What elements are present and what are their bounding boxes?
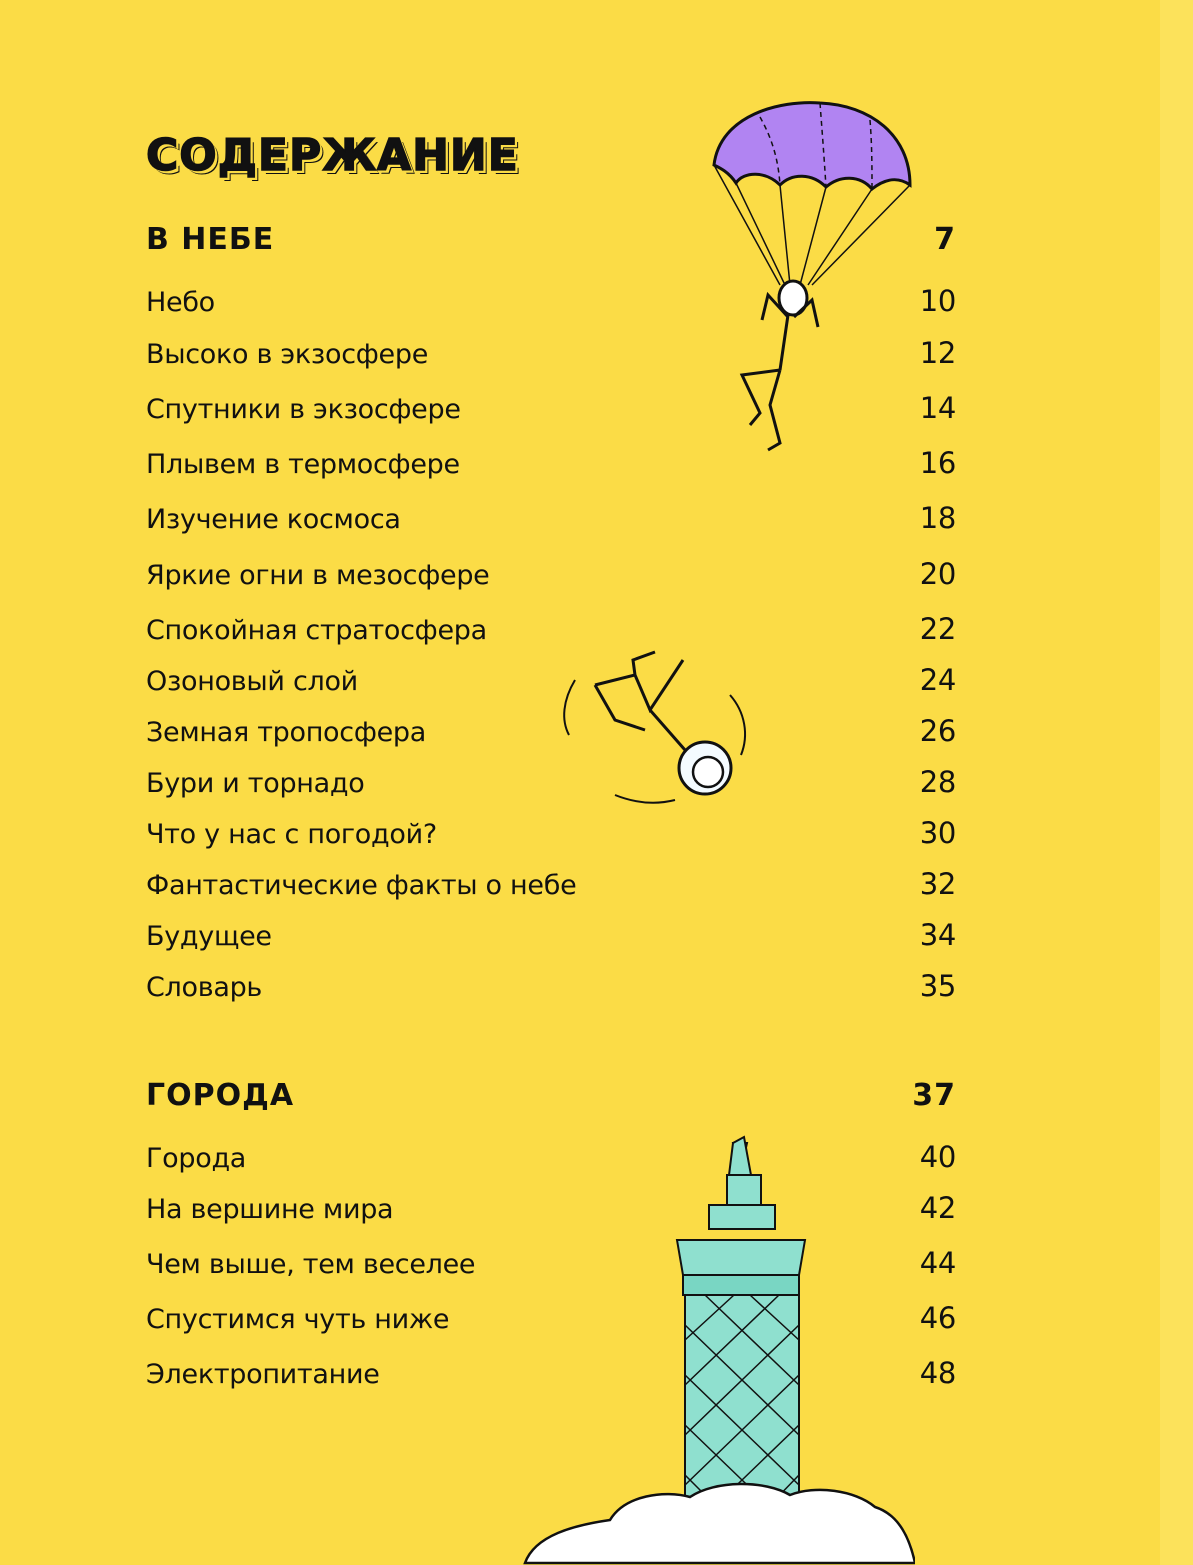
toc-entry[interactable] [146, 969, 956, 1003]
toc-entry[interactable] [146, 663, 956, 697]
section-page: 37 [912, 1078, 956, 1113]
toc-entry-label: Словарь [146, 972, 263, 1003]
toc-entry-label: Будущее [146, 921, 272, 952]
toc-entry-page: 28 [919, 765, 956, 799]
toc-entry[interactable] [146, 501, 956, 535]
toc-entry-page: 34 [919, 918, 956, 952]
toc-entry-page: 48 [919, 1356, 956, 1390]
toc-entry-label: Изучение космоса [146, 504, 401, 535]
toc-entry-page: 42 [919, 1191, 956, 1225]
toc-entry[interactable] [146, 816, 956, 850]
section-page: 7 [934, 222, 956, 257]
toc-entry-label: Озоновый слой [146, 666, 358, 697]
section-heading-cities[interactable] [146, 1078, 956, 1113]
toc-entry-label: Бури и торнадо [146, 768, 365, 799]
toc-entry-label: Яркие огни в мезосфере [146, 560, 490, 591]
toc-entry-label: На вершине мира [146, 1194, 394, 1225]
toc-entry-label: Высоко в экзосфере [146, 339, 429, 370]
toc-entry-label: Плывем в термосфере [146, 449, 460, 480]
toc-entry-page: 10 [919, 284, 956, 318]
toc-entry[interactable] [146, 867, 956, 901]
toc-entry-page: 40 [919, 1140, 956, 1174]
toc-entry-label: Небо [146, 287, 215, 318]
page-edge-strip [1160, 0, 1193, 1565]
toc-entry-label: Электропитание [146, 1359, 380, 1390]
toc-entry[interactable] [146, 557, 956, 591]
toc-entry-label: Города [146, 1143, 247, 1174]
toc-entry-page: 46 [919, 1301, 956, 1335]
toc-entry-page: 14 [919, 391, 956, 425]
toc-entry-page: 22 [919, 612, 956, 646]
toc-entry-page: 16 [919, 446, 956, 480]
toc-entry[interactable] [146, 612, 956, 646]
toc-entry[interactable] [146, 918, 956, 952]
toc-entry-label: Земная тропосфера [146, 717, 426, 748]
toc-entry-label: Фантастические факты о небе [146, 870, 577, 901]
toc-entry-page: 24 [919, 663, 956, 697]
toc-entry-page: 20 [919, 557, 956, 591]
toc-entry-label: Спокойная стратосфера [146, 615, 487, 646]
toc-entry-label: Чем выше, тем веселее [146, 1249, 476, 1280]
tower-illustration [515, 1135, 915, 1565]
toc-entry-page: 32 [919, 867, 956, 901]
toc-entry-label: Спутники в экзосфере [146, 394, 461, 425]
section-title: В НЕБЕ [146, 222, 275, 257]
toc-entry-page: 26 [919, 714, 956, 748]
toc-entry-page: 44 [919, 1246, 956, 1280]
toc-entry[interactable] [146, 765, 956, 799]
toc-entry-label: Спустимся чуть ниже [146, 1304, 450, 1335]
toc-entry-label: Что у нас с погодой? [146, 819, 437, 850]
skydiver-illustration [555, 640, 765, 810]
toc-entry[interactable] [146, 714, 956, 748]
toc-entry-page: 35 [919, 969, 956, 1003]
page-title: СОДЕРЖАНИЕ [146, 130, 519, 181]
parachutist-illustration [700, 95, 930, 465]
section-title: ГОРОДА [146, 1078, 295, 1113]
toc-entry-page: 18 [919, 501, 956, 535]
toc-entry-page: 30 [919, 816, 956, 850]
toc-entry-page: 12 [919, 336, 956, 370]
